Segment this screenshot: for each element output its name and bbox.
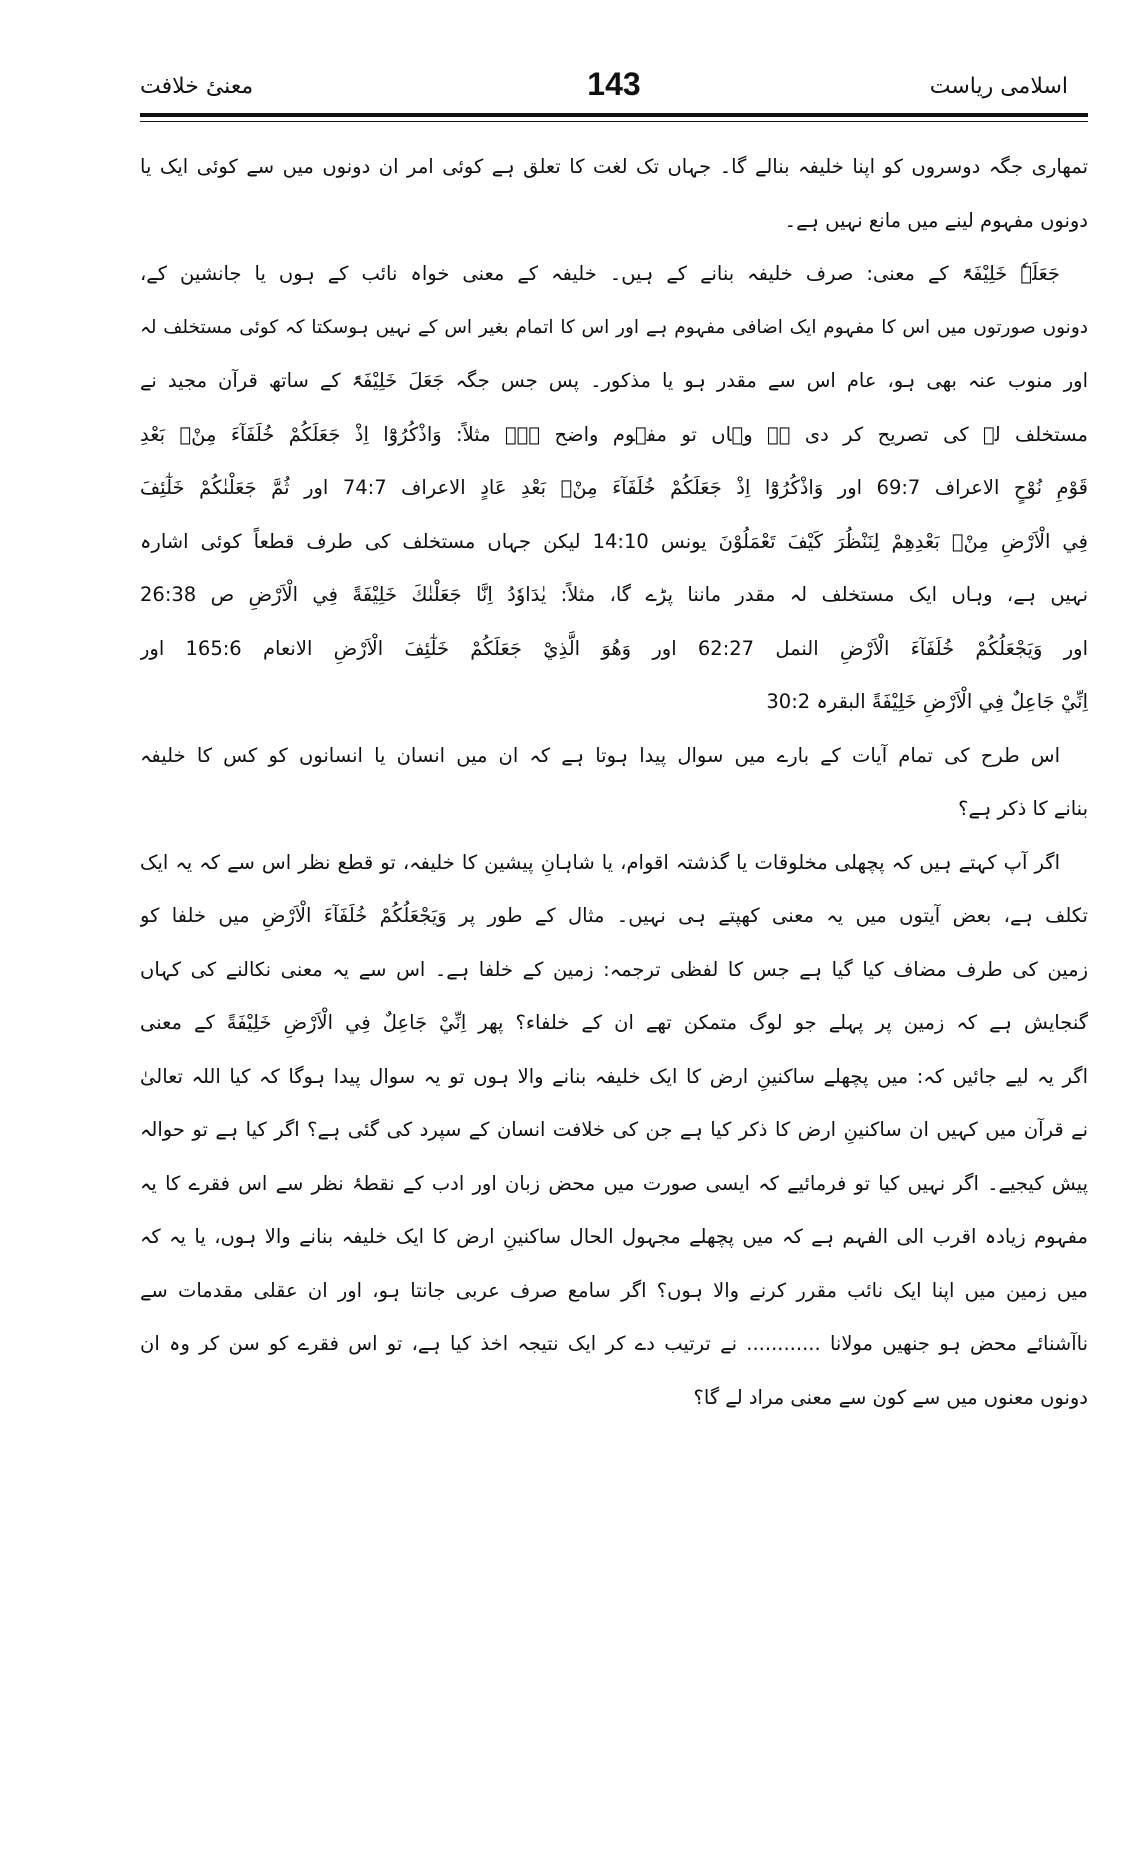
paragraph-4 bbox=[140, 836, 1088, 1425]
text-line: پیش کیجیے۔ اگر نہیں کیا تو فرمائیے کہ ایسی صورت میں محض زبان اور ادب کے نقطۂ نظر سے اس فقرے کا یہ bbox=[140, 1171, 1088, 1195]
text-line: اگر یہ لیے جائیں کہ: میں پچھلے ساکنینِ ارض کا ایک خلیفہ بنانے والا ہوں تو یہ سوال پیدا ہوگا کہ کیا اللہ تعالیٰ bbox=[140, 1064, 1088, 1088]
paragraph-1 bbox=[140, 140, 1088, 247]
text-line: اس طرح کی تمام آیات کے بارے میں سوال پیدا ہوتا ہے کہ ان میں انسان یا انسانوں کو کس کا خلیفہ bbox=[140, 743, 1060, 767]
text-line: تکلف ہے، بعض آیتوں میں یہ معنی کھپتے ہی نہیں۔ مثال کے طور پر وَيَجْعَلُكُمْ خُلَفَآءَ الْاَرْضِ میں خلفا کو bbox=[140, 904, 1088, 927]
header-rule-thick bbox=[140, 113, 1088, 117]
text-line: اور وَيَجْعَلُكُمْ خُلَفَآءَ الْاَرْضِ النمل 62:27 اور وَهُوَ الَّذِيْ جَعَلَكُمْ خَلٰٓئِفَ الْاَرْضِ الانعام 165:6 اور bbox=[140, 636, 1088, 660]
text-line: نے قرآن میں کہیں ان ساکنینِ ارض کا ذکر کیا ہے جن کی خلافت انسان کے سپرد کی گئی ہے؟ اگر کیا ہے تو حوالہ bbox=[140, 1118, 1088, 1141]
text-line: ناآشنائے محض ہو جنھیں مولانا ............ نے ترتیب دے کر ایک نتیجہ اخذ کیا ہے، تو اس فقرے کو سن کر وہ ان bbox=[140, 1332, 1088, 1355]
chapter-title: معنیٔ خلافت bbox=[140, 74, 254, 99]
page-number: 143 bbox=[587, 66, 641, 102]
text-line: اِنِّيْ جَاعِلٌ فِي الْاَرْضِ خَلِيْفَةً البقرہ 30:2 bbox=[766, 690, 1088, 713]
text-line: دونوں معنوں میں سے کون سے معنی مراد لے گا؟ bbox=[693, 1385, 1088, 1409]
text-line: نہیں ہے، وہاں ایک مستخلف لہ مقدر ماننا پڑے گا، مثلاً: يٰدَاوٗدُ اِنَّا جَعَلْنٰكَ خَلِيْفَةً فِي الْاَرْضِ ص 26:38 bbox=[140, 583, 1088, 606]
paragraph-2 bbox=[140, 247, 1088, 729]
paragraph-3 bbox=[140, 729, 1088, 836]
text-line: مستخلف لہ کی تصریح کر دی ہے وہاں تو مفہوم واضح ہے۔ مثلاً: وَاذْكُرُوْٓا اِذْ جَعَلَكُمْ خُلَفَآءَ مِنْۢ بَعْدِ bbox=[140, 422, 1088, 446]
header-rule-thin bbox=[140, 121, 1088, 122]
text-line: دونوں صورتوں میں اس کا مفہوم ایک اضافی مفہوم ہے اور اس کا اتمام بغیر اس کے نہیں ہوسکتا کہ کوئی مستخلف لہ bbox=[140, 316, 1088, 338]
text-line: قَوْمِ نُوْحٍ الاعراف 69:7 اور وَاذْكُرُوْٓا اِذْ جَعَلَكُمْ خُلَفَآءَ مِنْۢ بَعْدِ عَادٍ الاعراف 74:7 اور ثُمَّ جَعَلْنٰكُمْ خَلٰٓئِفَ bbox=[140, 476, 1088, 499]
text-line: اگر آپ کہتے ہیں کہ پچھلی مخلوقات یا گذشتہ اقوام، یا شاہانِ پیشین کا خلیفہ، تو قطع نظر اس سے کہ یہ ایک bbox=[140, 850, 1060, 874]
book-title: اسلامی ریاست bbox=[929, 74, 1068, 99]
text-line: گنجایش ہے کہ زمین پر پہلے جو لوگ متمکن تھے ان کے خلفاء؟ پھر اِنِّيْ جَاعِلٌ فِي الْاَرْضِ خَلِيْفَةً کے معنی bbox=[140, 1011, 1088, 1034]
text-line: جَعَلَہٗ خَلِیْفَۃً کے معنی: صرف خلیفہ بنانے کے ہیں۔ خلیفہ کے معنی خواہ نائب کے ہوں یا جانشین کے، bbox=[140, 262, 1060, 285]
text-line: اور منوب عنہ بھی ہو، عام اس سے مقدر ہو یا مذکور۔ پس جس جگہ جَعَلَ خَلِیْفَۃً کے ساتھ قرآن مجید نے bbox=[140, 369, 1088, 392]
page-header bbox=[140, 62, 1088, 110]
text-line: مفہوم زیادہ اقرب الی الفہم ہے کہ میں پچھلے مجہول الحال ساکنینِ ارض کا ایک خلیفہ بنانے والا ہوں، یا یہ کہ bbox=[140, 1225, 1088, 1248]
text-line: زمین کی طرف مضاف کیا گیا ہے جس کا لفظی ترجمہ: زمین کے خلفا ہے۔ اس سے یہ معنی نکالنے کی کہاں bbox=[140, 957, 1088, 981]
text-line: میں زمین میں اپنا ایک نائب مقرر کرنے والا ہوں؟ اگر سامع صرف عربی جانتا ہو، اور ان عقلی مقدمات سے bbox=[140, 1278, 1088, 1302]
text-line: بنانے کا ذکر ہے؟ bbox=[958, 797, 1088, 820]
text-line: دونوں مفہوم لینے میں مانع نہیں ہے۔ bbox=[784, 208, 1088, 232]
text-line: تمھاری جگہ دوسروں کو اپنا خلیفہ بنالے گا۔ جہاں تک لغت کا تعلق ہے کوئی امر ان دونوں میں سے کوئی ایک یا bbox=[140, 155, 1088, 178]
page-body bbox=[140, 140, 1088, 1820]
text-line: فِي الْاَرْضِ مِنْۢ بَعْدِهِمْ لِنَنْظُرَ كَيْفَ تَعْمَلُوْنَ یونس 14:10 لیکن جہاں مستخلف کی طرف قطعاً کوئی اشارہ bbox=[140, 529, 1088, 553]
